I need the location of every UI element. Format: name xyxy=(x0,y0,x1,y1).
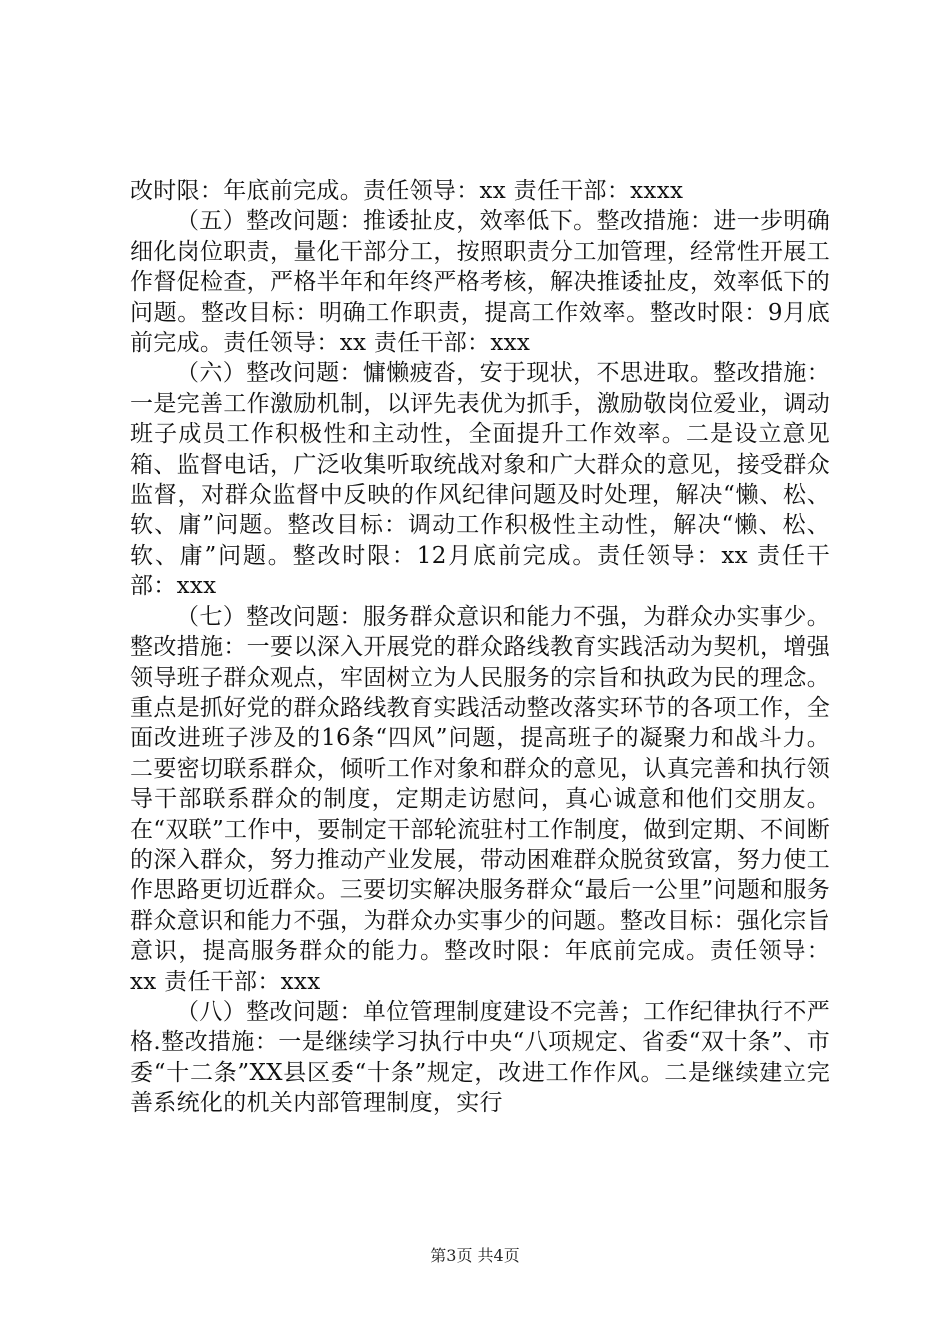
page-number-footer: 第3页 共4页 xyxy=(430,1246,520,1265)
lead-line: 改时限：年底前完成。责任领导：xx 责任干部：xxxx xyxy=(130,178,684,204)
paragraph-eight: （八）整改问题：单位管理制度建设不完善；工作纪律执行不严格.整改措施：一是继续学习执行中央“八项规定、省委“双十条”、市委“十二条”XX县区委“十条”规定，改进工作作风。二是继续建立完善系统化的机关内部管理制度，实行 xyxy=(130,998,830,1117)
paragraph-seven: （七）整改问题：服务群众意识和能力不强，为群众办实事少。整改措施：一要以深入开展党的群众路线教育实践活动为契机，增强领导班子群众观点，牢固树立为人民服务的宗旨和执政为民的理念。重点是抓好党的群众路线教育实践活动整改落实环节的各项工作，全面改进班子涉及的16条“四风”问题，提高班子的凝聚力和战斗力。二要密切联系群众，倾听工作对象和群众的意见，认真完善和执行领导干部联系群众的制度，定期走访慰问，真心诚意和他们交朋友。在“双联”工作中，要制定干部轮流驻村工作制度，做到定期、不间断的深入群众，努力推动产业发展，带动困难群众脱贫致富，努力使工作思路更切近群众。三要切实解决服务群众“最后一公里”问题和服务群众意识和能力不强，为群众办实事少的问题。整改目标：强化宗旨意识，提高服务群众的能力。整改时限：年底前完成。责任领导：xx 责任干部：xxx xyxy=(130,603,830,995)
document-body xyxy=(130,176,830,1119)
paragraph-five: （五）整改问题：推诿扯皮，效率低下。整改措施：进一步明确细化岗位职责，量化干部分工，按照职责分工加管理，经常性开展工作督促检查，严格半年和年终严格考核，解决推诿扯皮，效率低下的问题。整改目标：明确工作职责，提高工作效率。整改时限：9月底前完成。责任领导：xx 责任干部：xxx xyxy=(130,208,830,357)
paragraph-six: （六）整改问题：慵懒疲沓，安于现状，不思进取。整改措施：一是完善工作激励机制，以评先表优为抓手，激励敬岗位爱业，调动班子成员工作积极性和主动性，全面提升工作效率。二是设立意见箱、监督电话，广泛收集听取统战对象和广大群众的意见，接受群众监督，对群众监督中反映的作风纪律问题及时处理，解决“懒、松、软、庸”问题。整改目标：调动工作积极性主动性，解决“懒、松、软、庸”问题。整改时限：12月底前完成。责任领导：xx 责任干部：xxx xyxy=(130,360,830,600)
